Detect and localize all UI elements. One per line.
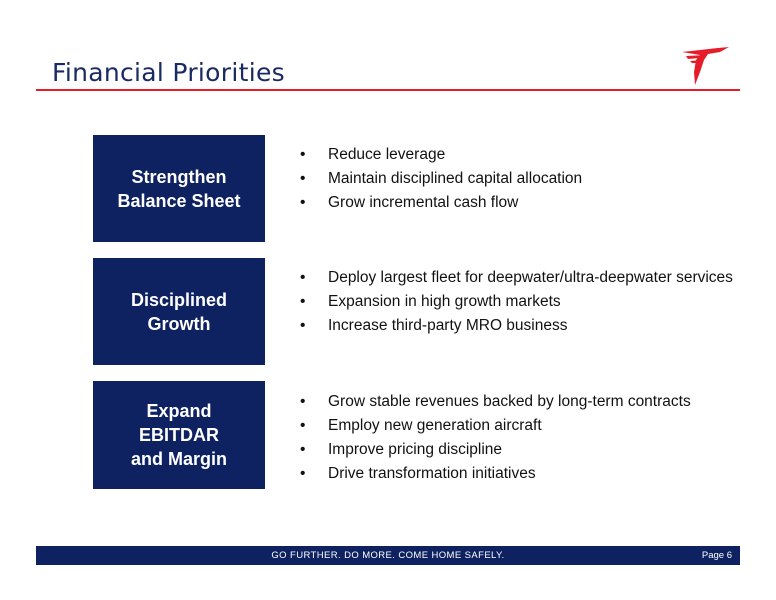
bullet-item: • Grow incremental cash flow [300,191,582,215]
bullet-item: • Grow stable revenues backed by long-term contracts [300,390,691,414]
bullet-list-strengthen-balance-sheet [300,143,582,215]
priority-label-line: Balance Sheet [117,190,241,211]
footer-tagline: GO FURTHER. DO MORE. COME HOME SAFELY. [271,550,505,561]
priority-box-strengthen-balance-sheet [93,135,265,242]
priority-label-line: Growth [147,313,211,334]
page-title: Financial Priorities [52,58,285,87]
priority-box-expand-ebitdar [93,381,265,489]
page-number: Page 6 [701,550,732,561]
priority-label-line: and Margin [130,449,227,469]
priority-label-line: Disciplined [130,289,228,310]
red-bird-logo-icon [680,46,730,86]
priority-label-line: Strengthen [131,166,227,187]
priority-label-line: Expand [146,401,212,421]
title-divider [36,89,740,91]
priority-box-disciplined-growth [93,258,265,365]
bullet-item: • Deploy largest fleet for deepwater/ultra-deepwater services [300,266,733,290]
bullet-item: • Employ new generation aircraft [300,414,691,438]
bullet-list-expand-ebitdar [300,390,691,486]
footer-bar [36,546,740,565]
bullet-item: • Reduce leverage [300,143,582,167]
bullet-item: • Expansion in high growth markets [300,290,733,314]
bullet-item: • Maintain disciplined capital allocation [300,167,582,191]
bullet-list-disciplined-growth [300,266,733,338]
bullet-item: • Drive transformation initiatives [300,462,691,486]
bullet-item: • Improve pricing discipline [300,438,691,462]
priority-label-line: EBITDAR [139,425,219,445]
bullet-item: • Increase third-party MRO business [300,314,733,338]
